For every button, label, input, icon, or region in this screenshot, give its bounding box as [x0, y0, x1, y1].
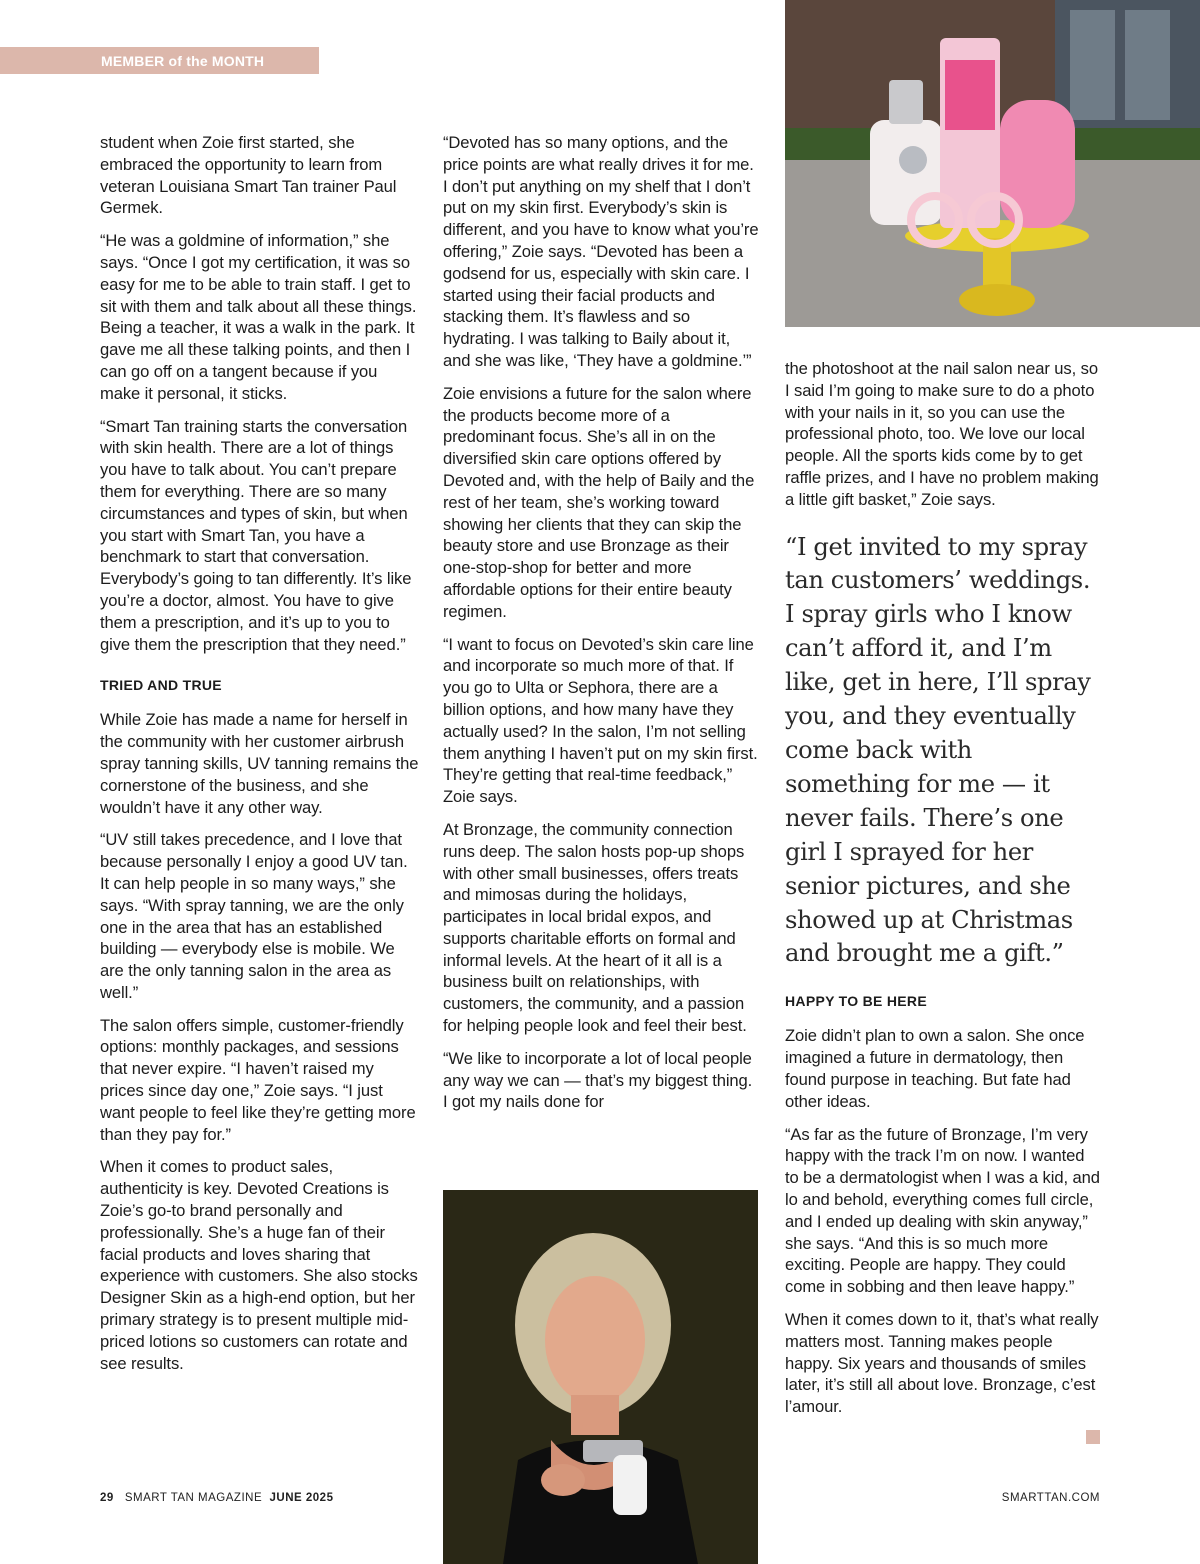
- paragraph: “I want to focus on Devoted’s skin care line and incorporate so much more of that. If you go to Ulta or Sephora, there are a billion options, and how many have they actually used? In the salon, I’m not selling them anything I haven’t put on my skin first. They’re getting that real-time feedback,” Zoie says.: [443, 634, 758, 807]
- paragraph: “Devoted has so many options, and the price points are what really drives it for me. I don’t put anything on my shelf that I don’t put on my skin first. Everybody’s skin is different, and you have to know what you’re offering,” Zoie says. “Devoted has been a godsend for us, especially with skin care. I started using their facial products and stacking them. It’s flawless and so hydrating. I was talking to Baily about it, and she was like, ‘They have a goldmine.’”: [443, 133, 759, 370]
- paragraph: “We like to incorporate a lot of local people any way we can — that’s my biggest thing. I got my nails done for: [443, 1048, 753, 1112]
- section-heading: TRIED AND TRUE: [100, 677, 222, 694]
- section-banner: MEMBER of the MONTH: [0, 47, 319, 74]
- paragraph: The salon offers simple, customer-friendly options: monthly packages, and sessions that never expire. “I haven’t raised my prices since day one,” Zoie says. “I just want people to feel like they’re getting more than they pay for.”: [100, 1015, 416, 1144]
- portrait-photo: [443, 1190, 758, 1564]
- product-photo: [785, 0, 1200, 327]
- issue-date: JUNE 2025: [269, 1492, 334, 1504]
- footer-site: SMARTTAN.COM: [1001, 1492, 1100, 1504]
- paragraph: At Bronzage, the community connection runs deep. The salon hosts pop-up shops with other small businesses, offers treats and mimosas during the holidays, participates in local bridal expos, and supports charitable efforts on formal and informal levels. At the heart of it all is a business built on relationships, with customers, the community, and a passion for helping people look and feel their best.: [443, 819, 747, 1036]
- footer-left: [100, 1492, 333, 1504]
- paragraph: “UV still takes precedence, and I love that because personally I enjoy a good UV tan. It can help people in so many ways,” she says. “With spray tanning, we are the only one in the area that has an established building — everybody else is mobile. We are the only tanning salon in the area as well.”: [100, 830, 408, 1002]
- paragraph: Zoie envisions a future for the salon where the products become more of a predominant focus. She’s all in on the diversified skin care options offered by Devoted and, with the help of Baily and the rest of her team, she’s working toward showing her clients that they can skip the beauty store and use Bronzage as their one-stop-shop for better and more affordable options for their entire beauty regimen.: [443, 383, 755, 621]
- paragraph: “He was a goldmine of information,” she says. “Once I got my certification, it was so easy for me to be able to train staff. I get to sit with them and talk about all these things. Being a teacher, it was a walk in the park. It gave me all these talking points, and then I can go off on a tangent because if you make it personal, it sticks.: [100, 231, 417, 403]
- paragraph: When it comes down to it, that’s what really matters most. Tanning makes people happy. Six years and thousands of smiles later, it’s still all about love. Bronzage, c’est l’amour.: [785, 1309, 1099, 1417]
- paragraph: Zoie didn’t plan to own a salon. She once imagined a future in dermatology, then found purpose in teaching. But fate had other ideas.: [785, 1026, 1085, 1111]
- paragraph: the photoshoot at the nail salon near us, so I said I’m going to make sure to do a photo with your nails in it, so you can use the professional photo, too. We love our local people. All the sports kids come by to get raffle prizes, and I have no problem making a little gift basket,” Zoie says.: [785, 359, 1099, 509]
- portrait-photo-illustration: [443, 1190, 758, 1564]
- paragraph: “Smart Tan training starts the conversation with skin health. There are a lot of things you have to talk about. You can’t prepare them for everything. There are so many circumstances and types of skin, but when you start with Smart Tan, you have a benchmark to start that conversation. Everybody’s going to tan differently. It’s like you’re a doctor, almost. You have to give them a prescription, and it’s up to you to give them the prescription that they need.”: [100, 416, 412, 654]
- paragraph: While Zoie has made a name for herself in the community with her customer airbrush spray tanning skills, UV tanning remains the cornerstone of the business, and she wouldn’t have it any other way.: [100, 710, 419, 817]
- article-column-2: [443, 132, 761, 1124]
- article-column-1: [100, 132, 420, 1385]
- pull-quote: “I get invited to my spray tan customers’ weddings. I spray girls who I know can’t afford it, and I’m like, get in here, I’ll spray you, and they eventually come back with something for me — it never fails. There’s one girl I sprayed for her senior pictures, and she showed up at Christmas and brought me a gift.”: [785, 532, 1091, 968]
- page-number: 29: [100, 1492, 114, 1504]
- magazine-name: SMART TAN MAGAZINE: [124, 1492, 263, 1504]
- section-heading: HAPPY TO BE HERE: [785, 993, 927, 1010]
- product-photo-illustration: [785, 0, 1200, 327]
- paragraph: student when Zoie first started, she embraced the opportunity to learn from veteran Louisiana Smart Tan trainer Paul Germek.: [100, 133, 397, 218]
- paragraph: “As far as the future of Bronzage, I’m very happy with the track I’m on now. I wanted to be a dermatologist when I was a kid, and lo and behold, everything comes full circle, and I ended up dealing with skin anyway,” she says. “And this is so much more exciting. People are happy. They could come in sobbing and then leave happy.”: [785, 1124, 1100, 1297]
- end-of-article-mark: [1086, 1430, 1100, 1444]
- article-column-3: [785, 358, 1100, 1429]
- paragraph: When it comes to product sales, authenticity is key. Devoted Creations is Zoie’s go-to brand personally and professionally. She’s a huge fan of their facial products and loves sharing that experience with customers. She also stocks Designer Skin as a high-end option, but her primary strategy is to present multiple mid-priced lotions so customers can rotate and see results.: [100, 1157, 418, 1373]
